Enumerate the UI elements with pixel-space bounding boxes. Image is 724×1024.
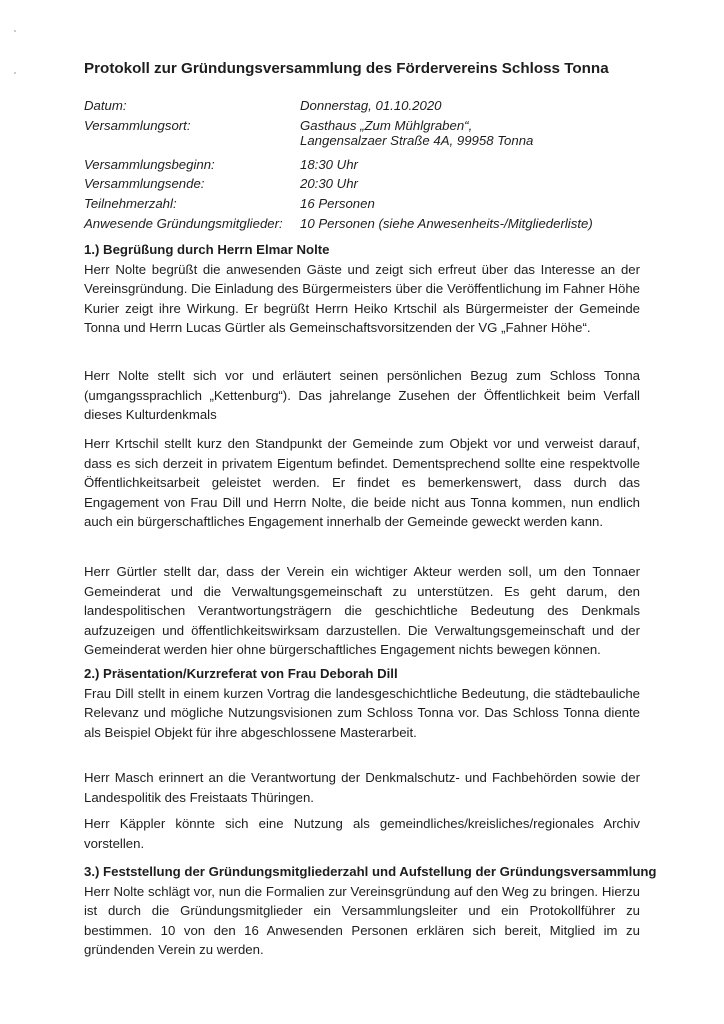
section-1-paragraph-2 bbox=[84, 366, 640, 425]
section-1 bbox=[84, 240, 640, 338]
meta-label: Teilnehmerzahl: bbox=[84, 195, 177, 211]
meta-table bbox=[84, 98, 644, 235]
meta-value-line-1: Gasthaus „Zum Mühlgraben“, bbox=[300, 117, 473, 133]
scan-speck bbox=[14, 30, 16, 32]
meta-label: Versammlungsende: bbox=[84, 176, 205, 192]
section-2-paragraph-3 bbox=[84, 814, 640, 853]
paragraph: Herr Gürtler stellt dar, dass der Verein ein wichtiger Akteur werden soll, um den Tonnaer Gemeinderat und die Verwaltungsgemeinschaft zu unterstützen. Es geht darum, den landespolitischen Verantwortungsträgern die geschichtliche Bedeutung des Denkmals aufzuzeigen und öffentlichkeitswirksam darzustellen. Die Verwaltungsgemeinschaft und der Gemeinderat werden hier ohne bürgerschaftliches Engagement nichts bewegen können. bbox=[84, 564, 640, 658]
meta-row-date bbox=[84, 98, 644, 118]
section-heading: 1.) Begrüßung durch Herrn Elmar Nolte bbox=[84, 242, 330, 257]
meta-row-start bbox=[84, 157, 644, 177]
section-heading: 2.) Präsentation/Kurzreferat von Frau Deborah Dill bbox=[84, 666, 398, 681]
meta-row-end bbox=[84, 176, 644, 196]
document-title: Protokoll zur Gründungsversammlung des Fördervereins Schloss Tonna bbox=[84, 60, 609, 77]
meta-value-line-2: Langensalzaer Straße 4A, 99958 Tonna bbox=[300, 132, 534, 148]
meta-label: Datum: bbox=[84, 98, 127, 113]
meta-value: 18:30 Uhr bbox=[300, 156, 358, 172]
section-1-paragraph-4 bbox=[84, 562, 640, 660]
paragraph: Herr Nolte schlägt vor, nun die Formalien zur Vereinsgründung auf den Weg zu bringen. Hierzu ist durch die Gründungsmitglieder ein Versammlungsleiter und ein Protokollführer zu bestimmen. 10 von den 16 Anwesenden Personen erklären sich bereit, Mitglied im zu gründenden Verein zu werden. bbox=[84, 883, 640, 958]
meta-row-location bbox=[84, 118, 644, 157]
paragraph: Herr Krtschil stellt kurz den Standpunkt der Gemeinde zum Objekt vor und verweist darauf, dass es sich derzeit in privatem Eigentum befindet. Dementsprechend sollte eine respektvolle Öffentlichkeitsarbeit geleistet werden. Er findet es bemerkenswert, dass durch das Engagement von Frau Dill und Herrn Nolte, die beide nicht aus Tonna kommen, nun endlich auch ein bürgerschaftliches Engagement innerhalb der Gemeinde geweckt werden kann. bbox=[84, 436, 640, 530]
section-heading: 3.) Feststellung der Gründungsmitgliederzahl und Aufstellung der Gründungsversammlung bbox=[84, 864, 657, 879]
meta-row-founding-members bbox=[84, 216, 644, 236]
paragraph: Herr Käppler könnte sich eine Nutzung als gemeindliches/kreisliches/regionales Archiv vorstellen. bbox=[84, 816, 640, 851]
section-2 bbox=[84, 664, 640, 742]
meta-label: Versammlungsort: bbox=[84, 117, 191, 133]
paragraph: Herr Nolte begrüßt die anwesenden Gäste und zeigt sich erfreut über das Interesse an der Vereinsgründung. Die Einladung des Bürgermeisters über die Veröffentlichung im Fahner Höhe Kurier zeigt ihre Wirkung. Er begrüßt Herrn Heiko Krtschil als Bürgermeister der Gemeinde Tonna und Herrn Lucas Gürtler als Gemeinschaftsvorsitzenden der VG „Fahner Höhe“. bbox=[84, 261, 640, 336]
meta-label: Anwesende Gründungsmitglieder: bbox=[84, 215, 283, 231]
meta-label: Versammlungsbeginn: bbox=[84, 156, 215, 172]
paragraph: Herr Masch erinnert an die Verantwortung der Denkmalschutz- und Fachbehörden sowie der Landespolitik des Freistaats Thüringen. bbox=[84, 770, 640, 805]
section-3 bbox=[84, 862, 657, 960]
meta-value: Donnerstag, 01.10.2020 bbox=[300, 98, 442, 113]
meta-row-participants bbox=[84, 196, 644, 216]
paragraph: Herr Nolte stellt sich vor und erläutert seinen persönlichen Bezug zum Schloss Tonna (umgangssprachlich „Kettenburg“). Das jahrelange Zusehen der Öffentlichkeit beim Verfall dieses Kulturdenkmals bbox=[84, 368, 640, 423]
meta-value bbox=[300, 118, 533, 148]
scan-speck bbox=[14, 72, 16, 74]
meta-value: 16 Personen bbox=[300, 195, 375, 211]
paragraph: Frau Dill stellt in einem kurzen Vortrag die landesgeschichtliche Bedeutung, die städtebauliche Relevanz und mögliche Nutzungsvisionen zum Schloss Tonna vor. Das Schloss Tonna diente als Beispiel Objekt für ihre abgeschlossene Masterarbeit. bbox=[84, 685, 640, 740]
section-2-paragraph-2 bbox=[84, 768, 640, 807]
meta-value: 20:30 Uhr bbox=[300, 176, 358, 192]
meta-value: 10 Personen (siehe Anwesenheits-/Mitgliederliste) bbox=[300, 215, 593, 231]
section-1-paragraph-3 bbox=[84, 434, 640, 532]
